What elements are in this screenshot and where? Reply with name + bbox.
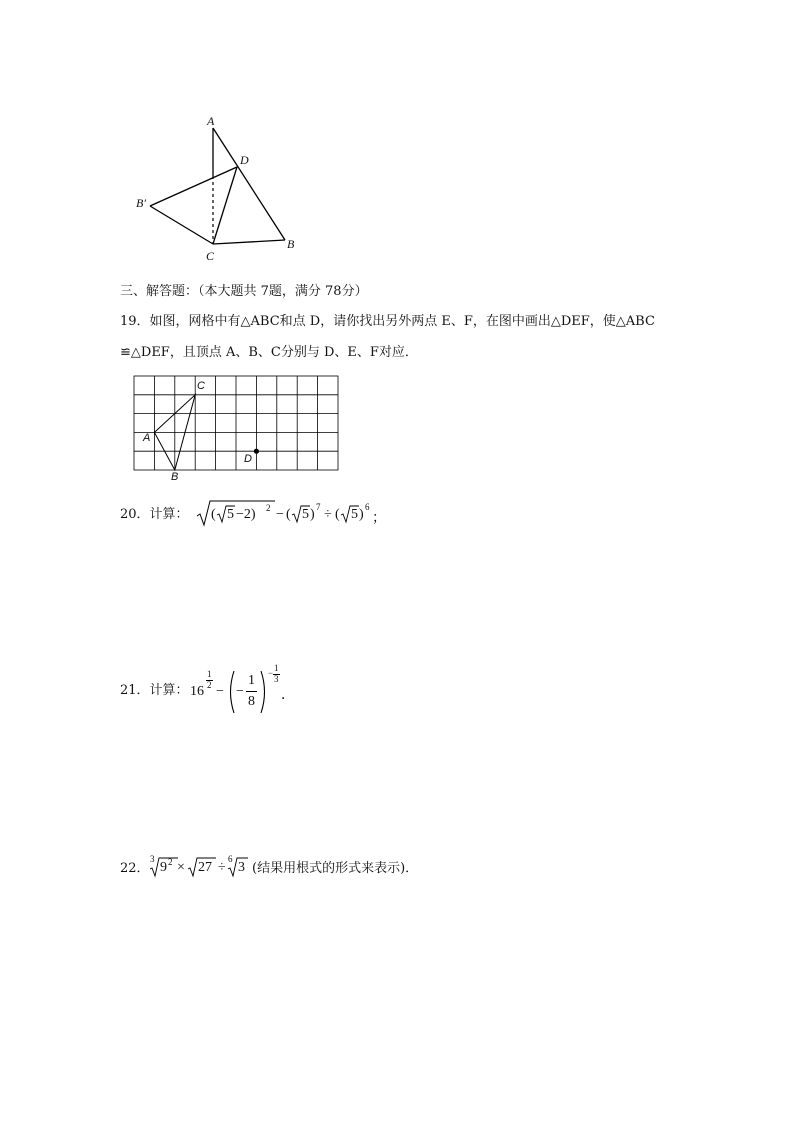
nine: 9 bbox=[160, 860, 167, 875]
q21-prefix: 21．计算： bbox=[120, 683, 189, 698]
section-heading: 三、解答题：（本大题共 7题，满分 78分） bbox=[120, 284, 368, 299]
minus-sign: − bbox=[216, 684, 224, 699]
exp2-den: 3 bbox=[274, 674, 279, 684]
period: ． bbox=[281, 688, 295, 703]
exp-6: 6 bbox=[365, 502, 370, 512]
exp2-num: 1 bbox=[274, 663, 279, 673]
exp2-neg: − bbox=[268, 668, 274, 678]
big-paren-left bbox=[226, 670, 236, 714]
grid-label-D: D bbox=[244, 453, 252, 465]
grid-label-B: B bbox=[171, 471, 179, 483]
segment-CB bbox=[213, 240, 285, 244]
point-D bbox=[254, 449, 259, 454]
grid-label-A: A bbox=[143, 432, 151, 444]
five-under-root: 5 bbox=[227, 507, 234, 522]
root-index-6: 6 bbox=[228, 854, 233, 864]
nine-square: 2 bbox=[168, 857, 173, 867]
div-sign: ÷ bbox=[324, 507, 332, 522]
paren-open-2: ( bbox=[286, 507, 291, 522]
frac-den: 8 bbox=[248, 694, 255, 709]
label-D: D bbox=[240, 153, 249, 167]
open-paren: ( bbox=[211, 507, 216, 522]
exp-den-2: 2 bbox=[207, 680, 212, 690]
square-exp: 2 bbox=[266, 503, 271, 513]
minus-two-close: −2) bbox=[236, 507, 256, 522]
base-16: 16 bbox=[190, 684, 204, 699]
q20-expression bbox=[196, 498, 396, 532]
paren-open-3: ( bbox=[335, 507, 340, 522]
segment-BprimeC bbox=[150, 206, 213, 244]
minus-sign: − bbox=[276, 507, 284, 522]
q22-expression bbox=[147, 852, 257, 882]
three: 3 bbox=[238, 860, 245, 875]
q19-text-line2: ≌△DEF，且顶点 A、B、C分别与 D、E、F对应． bbox=[120, 345, 418, 360]
grid-label-C: C bbox=[197, 380, 205, 392]
q19-grid-figure bbox=[130, 372, 345, 484]
q19-text-line1: 19．如图，网格中有△ABC和点 D，请你找出另外两点 E、F，在图中画出△DEF，使△ABC bbox=[120, 314, 655, 329]
times-sign: × bbox=[177, 860, 185, 875]
label-C: C bbox=[206, 249, 215, 263]
q22-prefix: 22． bbox=[120, 861, 150, 876]
segment-BprimeD bbox=[150, 167, 237, 206]
five-2: 5 bbox=[302, 507, 309, 522]
label-A: A bbox=[207, 114, 215, 128]
q22-suffix: (结果用根式的形式来表示)． bbox=[252, 861, 419, 876]
div-sign: ÷ bbox=[218, 860, 226, 875]
semicolon: ； bbox=[372, 511, 386, 526]
frac-bar bbox=[246, 691, 257, 692]
root-index-3: 3 bbox=[150, 854, 155, 864]
segment-CD bbox=[213, 167, 237, 244]
paren-close-3: ) bbox=[359, 507, 364, 522]
segment-AB bbox=[213, 128, 285, 240]
five-3: 5 bbox=[351, 507, 358, 522]
q21-expression bbox=[190, 664, 300, 720]
exp-7: 7 bbox=[316, 502, 321, 512]
frac-num: 1 bbox=[248, 673, 255, 688]
fold-triangle-figure bbox=[130, 110, 310, 265]
label-B: B bbox=[287, 237, 295, 251]
exp-num-1: 1 bbox=[207, 669, 212, 679]
twenty-seven: 27 bbox=[198, 860, 212, 875]
paren-close-2: ) bbox=[310, 507, 315, 522]
q20-prefix: 20．计算： bbox=[120, 507, 189, 522]
neg-sign: − bbox=[236, 684, 244, 699]
label-B-prime: B′ bbox=[136, 196, 146, 210]
